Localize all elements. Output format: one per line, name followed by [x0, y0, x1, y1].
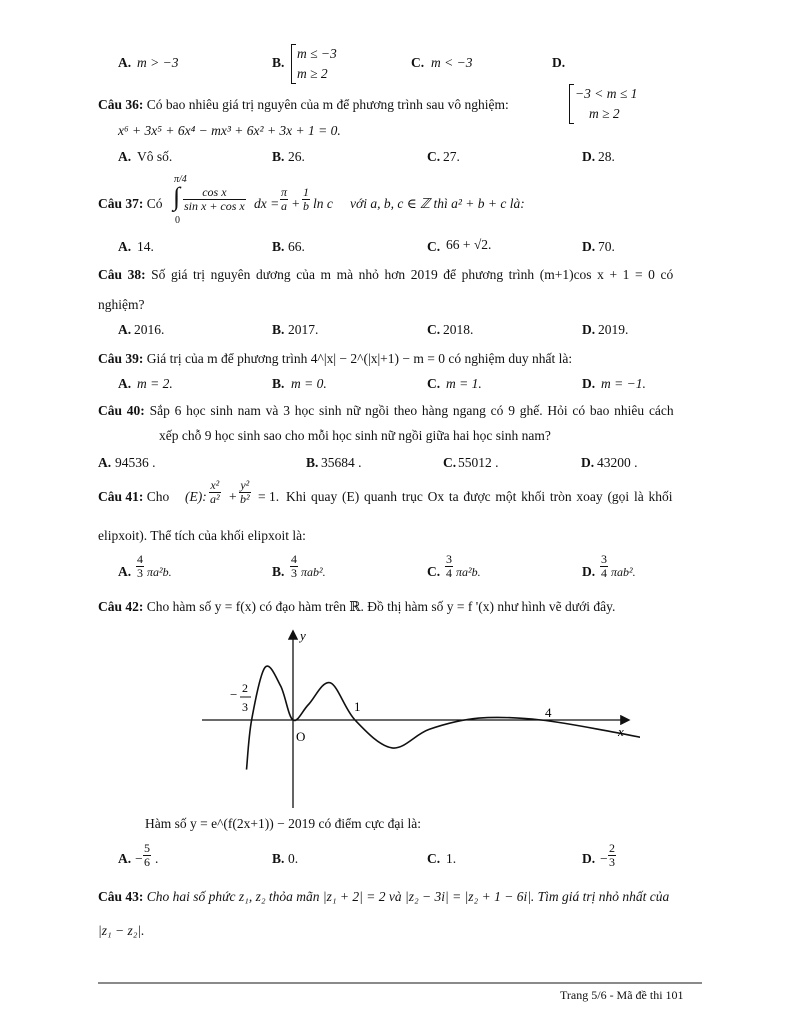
q42-a-dot: . [155, 851, 159, 866]
q41-label: Câu 41: [98, 489, 144, 504]
q37-c-text: 66 + √2. [446, 237, 492, 252]
tick-4-label: 4 [545, 705, 552, 720]
q37-b-text: 66. [288, 239, 305, 254]
q38-c-text: 2018. [443, 322, 474, 337]
q42-label: Câu 42: [98, 599, 144, 614]
x-axis-label: x [618, 724, 624, 739]
q35-a-text: m > −3 [137, 55, 179, 70]
q37-rhs-den1: a [281, 199, 287, 213]
q41-c-tail: πa²b. [456, 565, 481, 579]
q37-a-label: A. [118, 239, 132, 254]
q41-c-num: 3 [446, 552, 452, 566]
q37-rhs-frac1 [280, 186, 288, 213]
q41-plus: + [229, 489, 237, 504]
q42-d-den: 3 [609, 855, 615, 869]
q36-c-label: C. [427, 149, 441, 164]
q39-label: Câu 39: [98, 351, 144, 366]
q39-a-text: m = 2. [137, 376, 173, 391]
q35-b-line1: m ≤ −3 [297, 46, 337, 61]
neg-tick-num: 2 [242, 681, 248, 695]
q42-a-minus: − [135, 851, 143, 866]
q39-d-text: m = −1. [601, 376, 646, 391]
q41-d-frac [600, 553, 608, 580]
q42-a-label: A. [118, 851, 132, 866]
q41-d-num: 3 [601, 552, 607, 566]
q42-c-text: 1. [446, 851, 457, 866]
q38-d-label: D. [582, 322, 596, 337]
q41-a-frac [136, 553, 144, 580]
q41-a-num: 4 [137, 552, 143, 566]
q36-d-text: 28. [598, 149, 615, 164]
q38-c-label: C. [427, 322, 441, 337]
q40-label: Câu 40: [98, 403, 145, 418]
q40-question [98, 402, 674, 420]
q37-integrand [183, 186, 246, 213]
q40-c-label: C. [443, 455, 457, 470]
q41-f1-num: x² [210, 478, 220, 492]
q42-text: Cho hàm số y = f(x) có đạo hàm trên ℝ. Đồ thị hàm số y = f '(x) như hình vẽ dưới đây. [146, 599, 616, 614]
tick-1-label: 1 [354, 699, 361, 714]
q42-c-label: C. [427, 851, 441, 866]
q36-equation: x⁶ + 3x⁵ + 6x⁴ − mx³ + 6x² + 3x + 1 = 0. [118, 123, 341, 138]
q41-f2-num: y² [240, 478, 250, 492]
q38-text2: nghiệm? [98, 297, 145, 312]
q35-a-label: A. [118, 55, 132, 70]
q41-c-label: C. [427, 564, 441, 579]
q38-a-label: A. [118, 322, 132, 337]
q37-plus: + [292, 196, 300, 211]
q41-text: Khi quay (E) quanh trục Ox ta được một khối tròn xoay (gọi là khối [286, 489, 673, 504]
q41-b-label: B. [272, 564, 285, 579]
q35-d-label: D. [552, 55, 566, 70]
q41-a-tail: πa²b. [147, 565, 172, 579]
q40-text: Sắp 6 học sinh nam và 3 học sinh nữ ngồi theo hàng ngang có 9 ghế. Hỏi có bao nhiêu cách [149, 403, 674, 418]
q36-b-text: 26. [288, 149, 305, 164]
q37-condition: với a, b, c ∈ ℤ thì a² + b + c là: [350, 196, 525, 211]
q36-b-label: B. [272, 149, 285, 164]
q42-d-label: D. [582, 851, 596, 866]
q42-d-num: 2 [609, 841, 615, 855]
q36-label: Câu 36: [98, 97, 144, 112]
q40-d-text: 43200 . [597, 455, 638, 470]
q41-d-den: 4 [601, 566, 607, 580]
q37-rhs-num1: π [281, 185, 288, 199]
q35-d-bracket [569, 84, 792, 124]
q37-int-den: sin x + cos x [184, 199, 245, 213]
q36-text: Có bao nhiêu giá trị nguyên của m để phương trình sau vô nghiệm: [146, 97, 509, 112]
q43-text2: |z₁ − z₂|. [98, 923, 145, 938]
q42-b-label: B. [272, 851, 285, 866]
q37-rhs-den2: b [303, 199, 309, 213]
q43-label: Câu 43: [98, 889, 144, 904]
q41-frac1 [209, 479, 221, 506]
q37-prefix: Có [146, 196, 163, 211]
q41-question-label [98, 488, 169, 506]
q37-a-text: 14. [137, 239, 154, 254]
q41-a-label: A. [118, 564, 132, 579]
neg-minus: − [230, 687, 238, 702]
q38-d-text: 2019. [598, 322, 629, 337]
q37-c-label: C. [427, 239, 441, 254]
q40-b-label: B. [306, 455, 319, 470]
q40-text2: xếp chỗ 9 học sinh sao cho mỗi học sinh nữ ngồi giữa hai học sinh nam? [159, 428, 551, 443]
q37-question-label [98, 195, 163, 213]
q36-question [98, 96, 509, 114]
q37-label: Câu 37: [98, 196, 144, 211]
q38-text: Số giá trị nguyên dương của m mà nhỏ hơn 2019 để phương trình (m+1)cos x + 1 = 0 có [151, 267, 674, 282]
q42-hs-text: Hàm số y = e^(f(2x+1)) − 2019 có điểm cực đại là: [145, 816, 422, 831]
q35-b-label: B. [272, 55, 285, 70]
q39-c-label: C. [427, 376, 441, 391]
q35-b-bracket [291, 44, 792, 84]
q37-upper-limit: π/4 [174, 174, 187, 185]
f-prime-curve [247, 666, 641, 770]
q41-f1-den: a² [210, 492, 220, 506]
q39-question [98, 350, 572, 368]
footer-page-info: Trang 5/6 - Mã đề thi 101 [560, 988, 684, 1002]
q41-a-den: 3 [137, 566, 143, 580]
q41-b-frac [290, 553, 298, 580]
q37-d-label: D. [582, 239, 596, 254]
q37-dx: dx = [254, 196, 280, 211]
q42-d-minus: − [600, 851, 608, 866]
q38-a-text: 2016. [134, 322, 165, 337]
q37-b-label: B. [272, 239, 285, 254]
q37-rhs-num2: 1 [303, 185, 309, 199]
q39-b-text: m = 0. [291, 376, 327, 391]
q35-c-text: m < −3 [431, 55, 473, 70]
footer-rule [98, 982, 702, 984]
q37-rhs-frac2 [302, 186, 310, 213]
q42-a-frac [143, 842, 151, 869]
q41-b-tail: πab². [301, 565, 326, 579]
q40-c-text: 55012 . [458, 455, 499, 470]
q41-b-num: 4 [291, 552, 297, 566]
q35-c-label: C. [411, 55, 425, 70]
q41-d-tail: πab². [611, 565, 636, 579]
q37-integral-sign: ∫ [173, 182, 181, 211]
q41-d-label: D. [582, 564, 596, 579]
q41-e-name: (E): [185, 489, 207, 504]
q40-a-text: 94536 . [115, 455, 156, 470]
q39-c-text: m = 1. [446, 376, 482, 391]
q39-d-label: D. [582, 376, 596, 391]
q41-b-den: 3 [291, 566, 297, 580]
q39-text: Giá trị của m để phương trình 4^|x| − 2^(|x|+1) − m = 0 có nghiệm duy nhất là: [146, 351, 573, 366]
q38-label: Câu 38: [98, 267, 146, 282]
q39-a-label: A. [118, 376, 132, 391]
neg-tick-den: 3 [242, 700, 248, 714]
q35-b-line2: m ≥ 2 [297, 66, 328, 81]
q38-b-label: B. [272, 322, 285, 337]
q42-b-text: 0. [288, 851, 299, 866]
q37-d-text: 70. [598, 239, 615, 254]
q40-d-label: D. [581, 455, 595, 470]
q41-c-frac [445, 553, 453, 580]
q40-a-label: A. [98, 455, 112, 470]
q40-b-text: 35684 . [321, 455, 362, 470]
q39-b-label: B. [272, 376, 285, 391]
q37-ln: ln c [313, 196, 333, 211]
q38-question [98, 266, 673, 284]
q43-question [98, 888, 669, 906]
q37-int-num: cos x [183, 186, 246, 200]
q42-a-den: 6 [144, 855, 150, 869]
q41-prefix: Cho [146, 489, 170, 504]
y-axis-label: y [300, 628, 306, 643]
q36-a-text: Vô số. [137, 149, 173, 164]
q36-a-label: A. [118, 149, 132, 164]
origin-label: O [296, 729, 306, 744]
q42-graph [190, 620, 640, 815]
q42-question [98, 598, 615, 616]
q36-c-text: 27. [443, 149, 460, 164]
q41-f2-den: b² [240, 492, 250, 506]
q41-text2: elipxoit). Thể tích của khối elipxoit là: [98, 528, 306, 543]
q35-d-line1: −3 < m ≤ 1 [575, 86, 638, 101]
q42-d-frac [608, 842, 616, 869]
q36-d-label: D. [582, 149, 596, 164]
q42-a-num: 5 [144, 841, 150, 855]
q41-c-den: 4 [446, 566, 452, 580]
q35-d-line2: m ≥ 2 [589, 106, 620, 121]
q38-b-text: 2017. [288, 322, 319, 337]
q43-text: Cho hai số phức z₁, z₂ thỏa mãn |z₁ + 2| = 2 và |z₂ − 3i| = |z₂ + 1 − 6i|. Tìm giá trị nhỏ nhất của [146, 889, 670, 904]
q37-lower-limit: 0 [175, 215, 180, 226]
q41-eq: = 1. [258, 489, 280, 504]
q41-frac2 [239, 479, 251, 506]
